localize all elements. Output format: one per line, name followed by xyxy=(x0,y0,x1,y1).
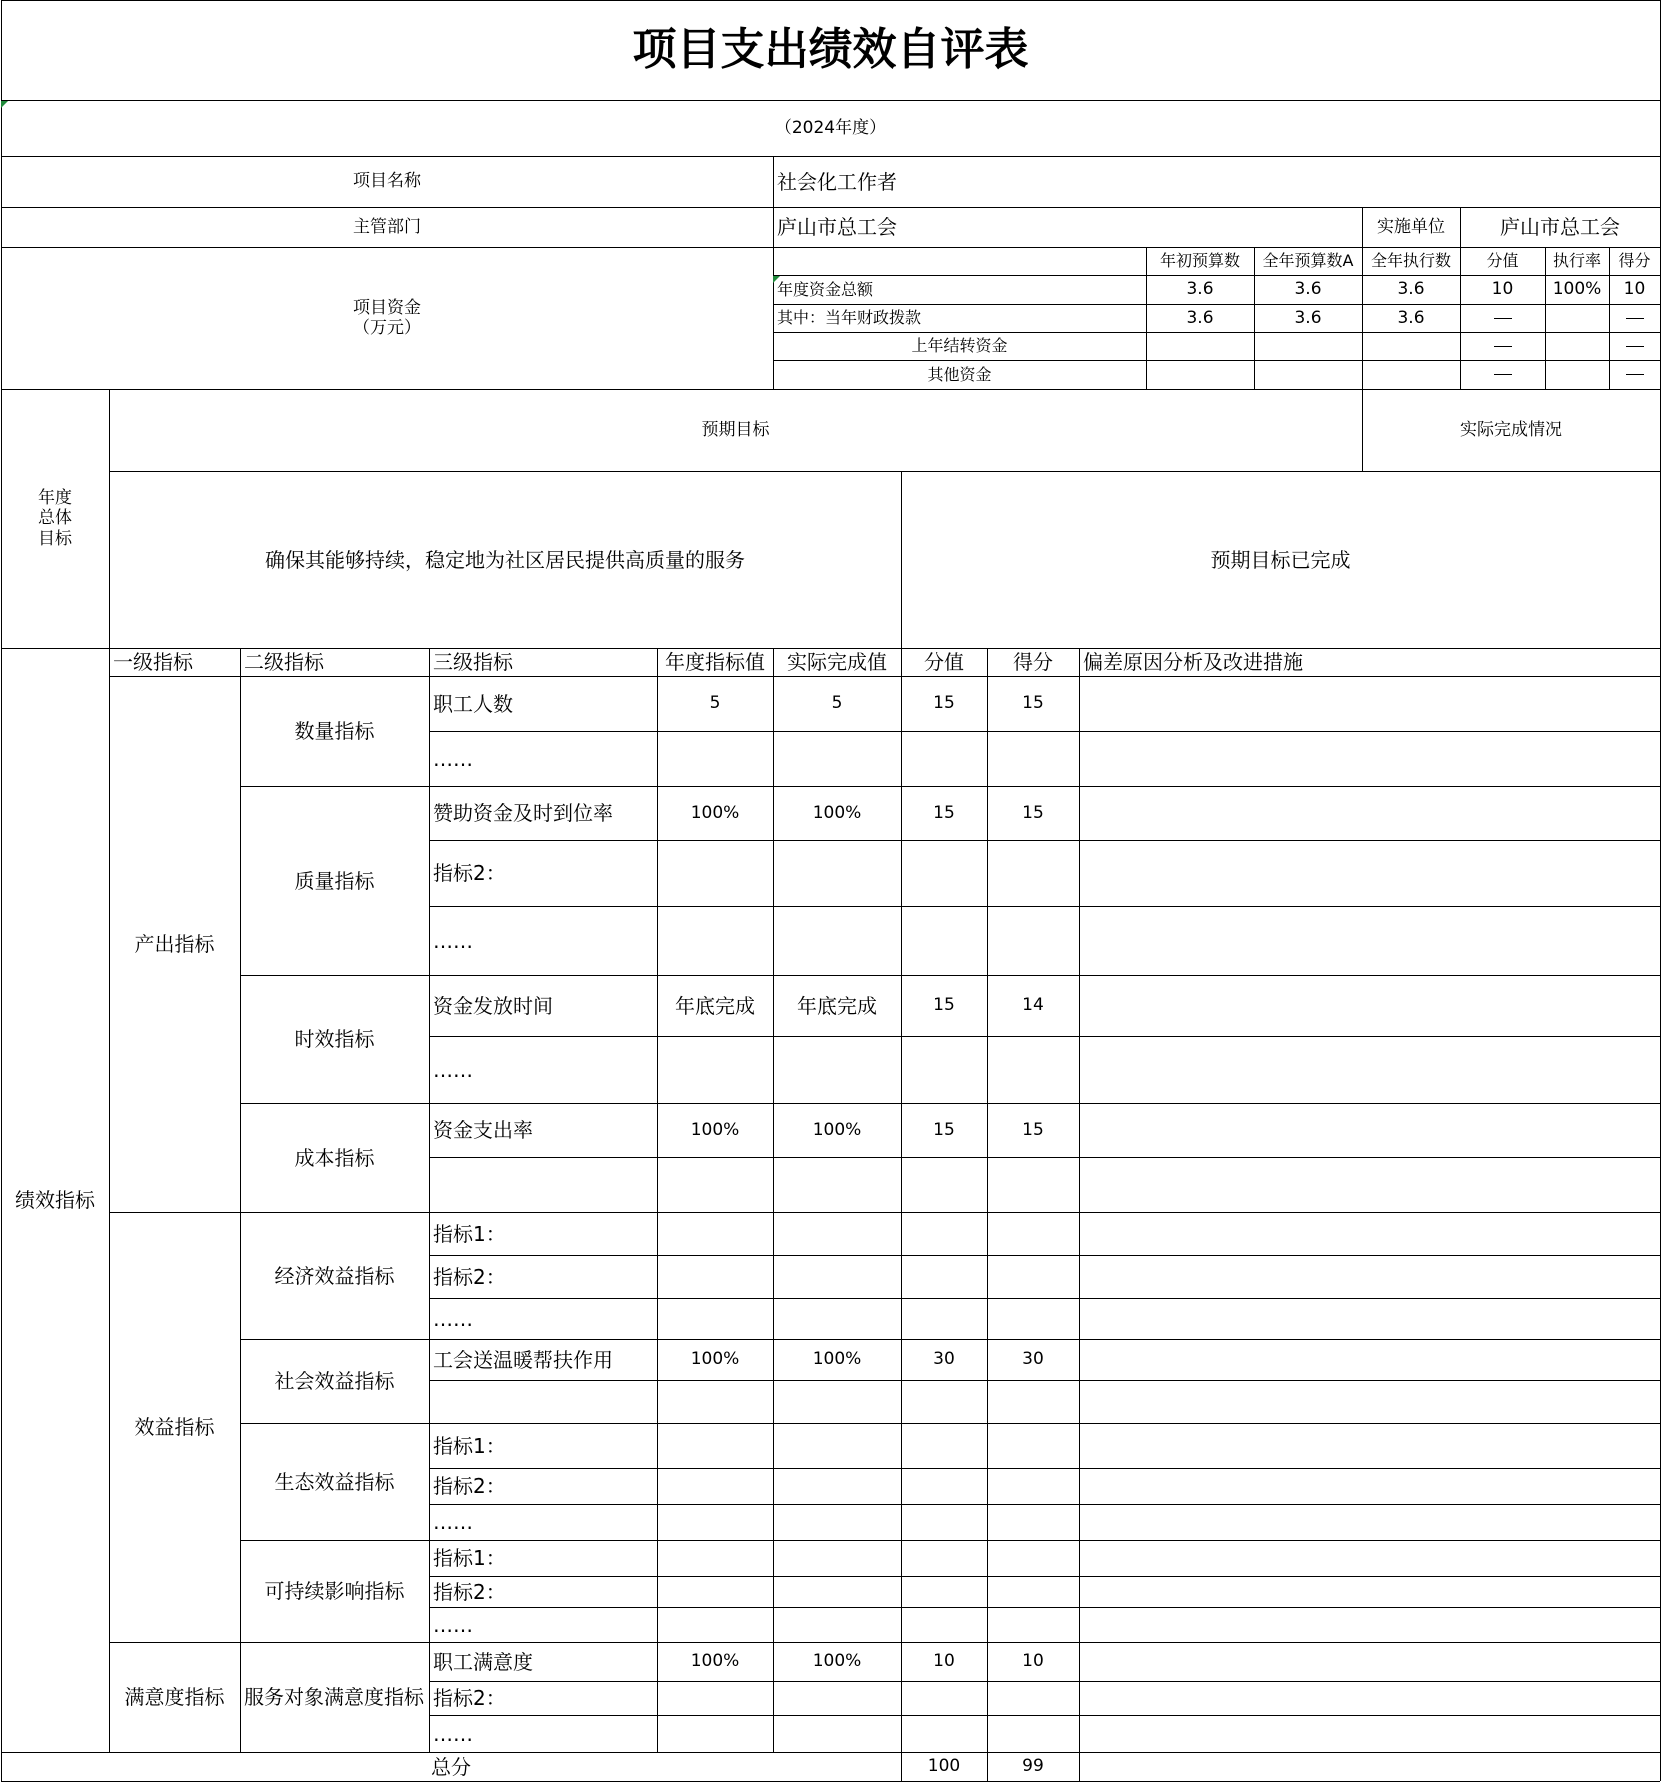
funds-header: 全年执行数 xyxy=(1370,251,1451,271)
score-value xyxy=(901,1423,987,1468)
actual-value xyxy=(773,840,901,906)
annual-target-value xyxy=(657,1380,773,1423)
actual-value xyxy=(773,1504,901,1540)
indicator-header: 分值 xyxy=(924,650,964,674)
project-funds-label: 项目资金 （万元） xyxy=(353,297,421,338)
level3-indicator: 资金支出率 xyxy=(433,1118,533,1142)
level2-indicator: 经济效益指标 xyxy=(274,1263,395,1288)
project-name-label: 项目名称 xyxy=(353,171,421,192)
score-value: 15 xyxy=(933,1119,955,1140)
funds-row-label: 上年结转资金 xyxy=(911,336,1008,356)
funds-cell xyxy=(1609,332,1660,360)
level3-indicator: 职工人数 xyxy=(433,691,513,716)
funds-cell: 10 xyxy=(1491,279,1514,300)
level3-indicator: …… xyxy=(433,1612,473,1637)
score-obtained: 10 xyxy=(1022,1651,1044,1672)
actual-value xyxy=(773,1468,901,1504)
annual-goal-label: 年度 总体 目标 xyxy=(38,487,72,549)
annual-target-value xyxy=(657,1576,773,1607)
score-value xyxy=(901,1715,987,1752)
deviation-analysis xyxy=(1079,840,1660,906)
expected-goal-text: 确保其能够持续，稳定地为社区居民提供高质量的服务 xyxy=(265,547,745,572)
annual-target-value xyxy=(657,1423,773,1468)
score-obtained xyxy=(987,840,1079,906)
funds-row-label: 其中：当年财政拨款 xyxy=(777,308,922,328)
indicator-header: 年度指标值 xyxy=(665,650,765,674)
total-score-obtained: 99 xyxy=(1022,1756,1044,1777)
funds-cell xyxy=(1146,332,1254,360)
grid-line xyxy=(1079,648,1080,1752)
annual-target-value: 年底完成 xyxy=(675,993,755,1018)
score-obtained xyxy=(987,1540,1079,1576)
actual-value: 100% xyxy=(812,1651,862,1672)
grid-line xyxy=(240,1212,429,1213)
department-label: 主管部门 xyxy=(353,216,421,237)
score-value: 15 xyxy=(933,802,955,823)
score-value xyxy=(901,1504,987,1540)
actual-value: 5 xyxy=(831,693,843,714)
score-obtained xyxy=(987,1423,1079,1468)
level2-indicator: 生态效益指标 xyxy=(274,1469,395,1494)
grid-line xyxy=(240,1339,429,1340)
deviation-analysis xyxy=(1079,1298,1660,1339)
actual-value xyxy=(773,1157,901,1212)
level1-indicator: 效益指标 xyxy=(134,1415,215,1439)
funds-cell xyxy=(1460,332,1545,360)
score-obtained xyxy=(987,1504,1079,1540)
funds-row-label: 年度资金总额 xyxy=(777,279,874,299)
grid-line xyxy=(1362,389,1363,471)
grid-line xyxy=(109,1642,240,1643)
level2-indicator: 质量指标 xyxy=(294,868,375,893)
not-applicable-dash xyxy=(1494,346,1512,347)
deviation-analysis xyxy=(1079,1504,1660,1540)
not-applicable-dash xyxy=(1626,374,1644,375)
grid-line xyxy=(657,648,658,1752)
actual-completion-header: 实际完成情况 xyxy=(1460,419,1562,440)
funds-cell xyxy=(1545,360,1609,389)
score-obtained xyxy=(987,1380,1079,1423)
total-score-label: 总分 xyxy=(431,1754,471,1779)
grid-line xyxy=(240,1103,429,1104)
funds-cell: 3.6 xyxy=(1186,279,1214,300)
report-year: （2024年度） xyxy=(774,117,887,138)
deviation-analysis xyxy=(1079,786,1660,840)
level2-indicator: 可持续影响指标 xyxy=(264,1579,405,1603)
annual-target-value xyxy=(657,731,773,786)
score-value xyxy=(901,1468,987,1504)
level1-indicator: 产出指标 xyxy=(134,932,215,956)
grid-line xyxy=(240,975,429,976)
deviation-analysis xyxy=(1079,1607,1660,1642)
annual-target-value xyxy=(657,1540,773,1576)
grid-line xyxy=(429,648,430,1752)
annual-target-value: 100% xyxy=(690,1651,740,1672)
deviation-analysis xyxy=(1079,1339,1660,1380)
level3-indicator: 赞助资金及时到位率 xyxy=(433,801,613,825)
deviation-analysis xyxy=(1079,731,1660,786)
score-value xyxy=(901,731,987,786)
funds-cell xyxy=(1254,360,1362,389)
deviation-analysis xyxy=(1079,1540,1660,1576)
level3-indicator: 工会送温暖帮扶作用 xyxy=(433,1347,613,1372)
grid-line xyxy=(240,1540,429,1541)
funds-header: 年初预算数 xyxy=(1159,251,1240,271)
annual-target-value: 100% xyxy=(690,802,740,823)
annual-target-value xyxy=(657,1036,773,1103)
grid-line xyxy=(240,1642,429,1643)
actual-value xyxy=(773,1576,901,1607)
actual-value xyxy=(773,906,901,975)
funds-cell xyxy=(1362,332,1460,360)
actual-value xyxy=(773,1298,901,1339)
funds-cell: 3.6 xyxy=(1397,307,1425,328)
level3-indicator: …… xyxy=(433,1306,473,1331)
deviation-analysis xyxy=(1079,1157,1660,1212)
level2-indicator: 社会效益指标 xyxy=(274,1369,395,1393)
deviation-analysis xyxy=(1079,1681,1660,1715)
deviation-analysis xyxy=(1079,1036,1660,1103)
grid-line xyxy=(901,1752,902,1781)
score-value xyxy=(901,1157,987,1212)
score-value: 15 xyxy=(933,995,955,1016)
not-applicable-dash xyxy=(1494,318,1512,319)
deviation-analysis xyxy=(1079,1103,1660,1157)
level3-indicator: …… xyxy=(433,1721,473,1746)
grid-line xyxy=(240,1423,429,1424)
annual-target-value xyxy=(657,1681,773,1715)
level3-indicator: 指标1： xyxy=(433,1433,506,1458)
score-obtained xyxy=(987,1681,1079,1715)
score-value: 15 xyxy=(933,693,955,714)
level3-indicator: 指标2： xyxy=(433,1579,506,1604)
score-obtained xyxy=(987,1212,1079,1255)
annual-target-value xyxy=(657,840,773,906)
level3-indicator: 指标1： xyxy=(433,1546,506,1570)
project-name-value: 社会化工作者 xyxy=(777,169,897,194)
score-obtained xyxy=(987,731,1079,786)
actual-value xyxy=(773,1380,901,1423)
deviation-analysis xyxy=(1079,1380,1660,1423)
score-obtained: 15 xyxy=(1022,802,1044,823)
annual-target-value xyxy=(657,906,773,975)
annual-target-value xyxy=(657,1468,773,1504)
funds-row-label: 其他资金 xyxy=(927,364,992,384)
level2-indicator: 时效指标 xyxy=(294,1027,375,1051)
grid-line xyxy=(987,648,988,1752)
annual-target-value xyxy=(657,1157,773,1212)
actual-value: 100% xyxy=(812,802,862,823)
score-obtained xyxy=(987,1607,1079,1642)
funds-cell: 3.6 xyxy=(1397,279,1425,300)
annual-target-value: 100% xyxy=(690,1349,740,1370)
grid-line xyxy=(1079,1752,1080,1781)
level3-indicator: 指标2： xyxy=(433,1474,506,1498)
funds-cell: 10 xyxy=(1623,279,1646,300)
indicator-header: 偏差原因分析及改进措施 xyxy=(1083,650,1303,674)
actual-value xyxy=(773,731,901,786)
funds-header: 执行率 xyxy=(1552,251,1601,271)
grid-line xyxy=(109,1212,240,1213)
score-value xyxy=(901,1380,987,1423)
score-obtained: 15 xyxy=(1022,693,1044,714)
funds-cell xyxy=(1609,360,1660,389)
score-value xyxy=(901,1540,987,1576)
level3-indicator: 职工满意度 xyxy=(433,1649,533,1674)
not-applicable-dash xyxy=(1626,346,1644,347)
level3-indicator: …… xyxy=(433,928,473,953)
actual-value xyxy=(773,1036,901,1103)
page-title: 项目支出绩效自评表 xyxy=(632,23,1029,75)
level3-indicator: 指标1： xyxy=(433,1221,506,1246)
level2-indicator: 服务对象满意度指标 xyxy=(244,1685,424,1709)
funds-cell xyxy=(1146,360,1254,389)
score-value: 10 xyxy=(933,1651,955,1672)
funds-header: 得分 xyxy=(1618,251,1651,271)
indicator-header: 得分 xyxy=(1013,650,1053,674)
actual-value xyxy=(773,1255,901,1298)
indicator-header: 三级指标 xyxy=(433,650,513,674)
funds-cell xyxy=(1460,360,1545,389)
score-value xyxy=(901,1298,987,1339)
deviation-analysis xyxy=(1079,906,1660,975)
not-applicable-dash xyxy=(1626,318,1644,319)
performance-indicators-label: 绩效指标 xyxy=(15,1188,95,1212)
indicator-header: 实际完成值 xyxy=(787,650,887,674)
actual-value xyxy=(773,1681,901,1715)
score-value xyxy=(901,1681,987,1715)
actual-value xyxy=(773,1540,901,1576)
deviation-analysis xyxy=(1079,676,1660,731)
level2-indicator: 数量指标 xyxy=(294,719,375,743)
score-value xyxy=(901,1212,987,1255)
level3-indicator: …… xyxy=(433,746,473,771)
score-obtained xyxy=(987,1157,1079,1212)
implementing-unit-label: 实施单位 xyxy=(1377,216,1445,237)
grid-line xyxy=(901,648,902,1752)
actual-value xyxy=(773,1607,901,1642)
level3-indicator: …… xyxy=(433,1057,473,1082)
annual-target-value xyxy=(657,1212,773,1255)
actual-value: 100% xyxy=(812,1119,862,1140)
annual-target-value xyxy=(657,1255,773,1298)
score-value xyxy=(901,840,987,906)
score-value xyxy=(901,1607,987,1642)
deviation-analysis xyxy=(1079,1423,1660,1468)
expected-goal-header: 预期目标 xyxy=(701,419,770,440)
cell-comment-marker xyxy=(773,276,780,283)
deviation-analysis xyxy=(1079,975,1660,1036)
annual-target-value xyxy=(657,1504,773,1540)
actual-value xyxy=(773,1423,901,1468)
funds-cell xyxy=(1609,304,1660,332)
implementing-unit-value: 庐山市总工会 xyxy=(1500,215,1620,239)
deviation-analysis xyxy=(1079,1642,1660,1681)
deviation-analysis xyxy=(1079,1576,1660,1607)
funds-header: 全年预算数A xyxy=(1262,251,1354,271)
actual-completion-text: 预期目标已完成 xyxy=(1210,547,1351,572)
level3-indicator xyxy=(429,1157,657,1212)
deviation-analysis xyxy=(1079,1255,1660,1298)
grid-line xyxy=(901,471,902,648)
score-value xyxy=(901,1036,987,1103)
level3-indicator: …… xyxy=(433,1510,473,1534)
annual-target-value xyxy=(657,1715,773,1752)
funds-cell: 3.6 xyxy=(1294,279,1322,300)
annual-target-value xyxy=(657,1607,773,1642)
annual-target-value: 100% xyxy=(690,1119,740,1140)
department-value: 庐山市总工会 xyxy=(777,215,897,239)
score-obtained: 30 xyxy=(1022,1349,1044,1370)
funds-cell xyxy=(1460,304,1545,332)
actual-value: 100% xyxy=(812,1349,862,1370)
funds-cell: 3.6 xyxy=(1294,307,1322,328)
grid-line xyxy=(1660,0,1661,1781)
actual-value xyxy=(773,1212,901,1255)
grid-line xyxy=(240,786,429,787)
deviation-analysis xyxy=(1079,1212,1660,1255)
level1-indicator: 满意度指标 xyxy=(124,1685,225,1709)
funds-cell xyxy=(1545,304,1609,332)
grid-line xyxy=(1460,207,1461,247)
funds-cell: 100% xyxy=(1552,279,1602,300)
score-obtained xyxy=(987,1715,1079,1752)
grid-line xyxy=(1362,207,1363,247)
funds-cell: 3.6 xyxy=(1186,307,1214,328)
level3-indicator: 资金发放时间 xyxy=(433,993,553,1018)
score-value xyxy=(901,1576,987,1607)
grid-line xyxy=(987,1752,988,1781)
indicator-header: 二级指标 xyxy=(244,650,324,674)
score-obtained xyxy=(987,1255,1079,1298)
level3-indicator: 指标2： xyxy=(433,1264,506,1289)
deviation-analysis xyxy=(1079,1468,1660,1504)
score-obtained xyxy=(987,1468,1079,1504)
score-obtained xyxy=(987,1036,1079,1103)
level3-indicator xyxy=(429,1380,657,1423)
not-applicable-dash xyxy=(1494,374,1512,375)
score-obtained xyxy=(987,906,1079,975)
level3-indicator: 指标2： xyxy=(433,1686,506,1710)
grid-line xyxy=(773,648,774,1752)
funds-cell xyxy=(1254,332,1362,360)
funds-cell xyxy=(1362,360,1460,389)
actual-value xyxy=(773,1715,901,1752)
level3-indicator: 指标2： xyxy=(433,861,506,885)
annual-target-value xyxy=(657,1298,773,1339)
total-score-value: 100 xyxy=(927,1756,961,1777)
score-obtained xyxy=(987,1576,1079,1607)
score-value xyxy=(901,1255,987,1298)
score-value: 30 xyxy=(933,1349,955,1370)
score-obtained: 15 xyxy=(1022,1119,1044,1140)
funds-header: 分值 xyxy=(1486,251,1519,271)
score-obtained xyxy=(987,1298,1079,1339)
funds-cell xyxy=(1545,332,1609,360)
deviation-analysis xyxy=(1079,1715,1660,1752)
actual-value: 年底完成 xyxy=(797,993,877,1018)
indicator-header: 一级指标 xyxy=(113,650,193,674)
annual-target-value: 5 xyxy=(709,693,721,714)
score-value xyxy=(901,906,987,975)
score-obtained: 14 xyxy=(1022,995,1044,1016)
grid-line xyxy=(240,648,241,1752)
level2-indicator: 成本指标 xyxy=(294,1145,375,1170)
